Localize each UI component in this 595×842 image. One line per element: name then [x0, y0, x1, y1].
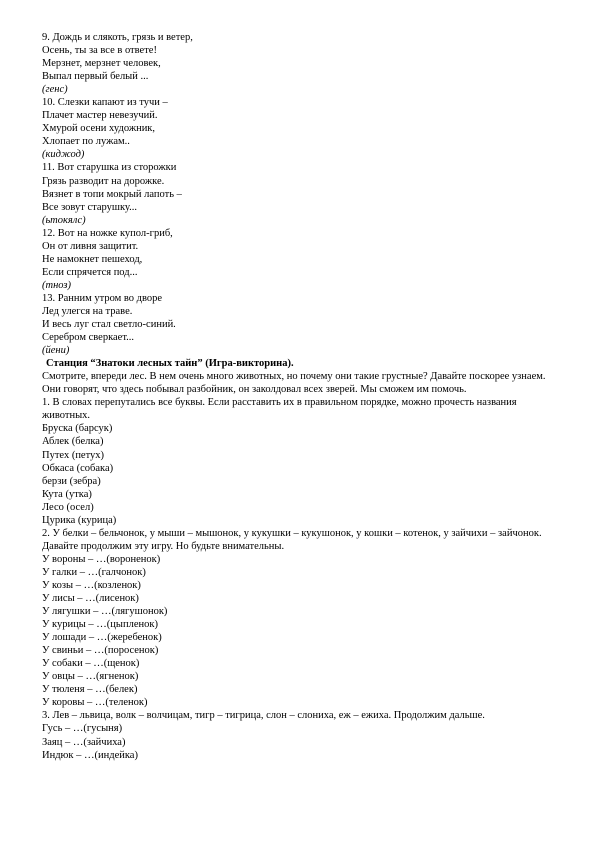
riddle-line: Хмурой осени художник, [42, 123, 156, 135]
riddle-9 [42, 31, 562, 96]
list-item: Цурика (курица) [42, 514, 117, 526]
list-item: У свиньи – …(поросенок) [42, 645, 159, 657]
riddle-answer: (киджод) [42, 149, 85, 161]
riddle-answer: (тноз) [42, 279, 71, 291]
riddle-10 [42, 96, 562, 161]
riddle-line: Не намокнет пешеход, [42, 253, 143, 265]
list-item: Лесо (осел) [42, 501, 94, 513]
list-item: У курицы – …(цыпленок) [42, 619, 158, 631]
riddle-line: Выпал первый белый ... [42, 71, 149, 83]
list-item: берзи (зебра) [42, 475, 101, 487]
riddle-line: 11. Вот старушка из сторожки [42, 162, 177, 174]
riddle-13 [42, 292, 562, 357]
riddle-line: 9. Дождь и слякоть, грязь и ветер, [42, 32, 193, 43]
list-item: Гусь – …(гусыня) [42, 723, 123, 735]
list-item: Обкаса (собака) [42, 462, 114, 474]
list-item: У собаки – …(щенок) [42, 658, 140, 670]
list-item: У лисы – …(лисенок) [42, 593, 139, 605]
list-item: У тюленя – …(белек) [42, 684, 138, 696]
list-item: У коровы – …(теленок) [42, 697, 148, 709]
list-item: Бруска (барсук) [42, 423, 113, 435]
riddle-answer: (йени) [42, 345, 70, 357]
list-item: Индюк – …(индейка) [42, 749, 138, 761]
list-item: Заяц – …(зайчиха) [42, 736, 126, 748]
riddle-line: Он от ливня защитит. [42, 240, 139, 252]
list-item: Аблек (белка) [42, 436, 104, 448]
riddle-11 [42, 161, 562, 226]
list-item: Путех (петух) [42, 449, 105, 461]
riddle-line: Грязь разводит на дорожке. [42, 175, 165, 187]
list-item: У овцы – …(ягненок) [42, 671, 139, 683]
task-2-text: 2. У белки – бельчонок, у мыши – мышонок, у кукушки – кукушонок, у кошки – котенок, у зайчихи – зайчонок. Давайте продолжим эту игру. Но будьте внимательны. [42, 527, 542, 552]
station-title: Станция “Знатоки лесных тайн” (Игра-викторина). [46, 358, 294, 370]
list-item: У галки – …(галчонок) [42, 566, 146, 578]
riddle-answer: (ьтокялс) [42, 214, 86, 226]
riddle-12 [42, 227, 562, 292]
riddle-line: Если спрячется под... [42, 266, 138, 278]
riddle-line: Плачет мастер невезучий. [42, 110, 158, 122]
riddle-line: Мерзнет, мерзнет человек, [42, 58, 161, 70]
riddle-line: 10. Слезки капают из тучи – [42, 97, 168, 109]
document-page [42, 31, 562, 762]
riddle-line: Осень, ты за все в ответе! [42, 45, 157, 57]
list-item: У лошади – …(жеребенок) [42, 632, 162, 644]
station-section [42, 357, 562, 761]
riddle-line: 12. Вот на ножке купол-гриб, [42, 227, 173, 239]
riddle-line: Вязнет в топи мокрый лапоть – [42, 188, 182, 200]
riddle-line: Хлопает по лужам.. [42, 136, 130, 148]
task-1-text: 1. В словах перепутались все буквы. Если расставить их в правильном порядке, можно прочесть названия животных. [42, 397, 517, 422]
riddle-line: Все зовут старушку... [42, 201, 137, 213]
station-intro: Смотрите, впереди лес. В нем очень много животных, но почему они такие грустные? Давайте поскорее узнаем. Они говорят, что здесь побывал разбойник, он заколдовал всех зверей. Мы сможем им помочь. [42, 371, 546, 396]
list-item: У вороны – …(вороненок) [42, 553, 161, 565]
riddle-line: Серебром сверкает... [42, 332, 135, 344]
riddle-line: Лед улегся на траве. [42, 305, 133, 317]
list-item: У лягушки – …(лягушонок) [42, 606, 168, 618]
list-item: Кута (утка) [42, 488, 92, 500]
task-3-text: 3. Лев – львица, волк – волчицам, тигр – тигрица, слон – слониха, еж – ежиха. Продолжим дальше. [42, 710, 485, 722]
riddle-answer: (генс) [42, 84, 68, 96]
list-item: У козы – …(козленок) [42, 579, 141, 591]
riddle-line: 13. Ранним утром во дворе [42, 292, 163, 304]
riddle-line: И весь луг стал светло-синий. [42, 319, 176, 331]
